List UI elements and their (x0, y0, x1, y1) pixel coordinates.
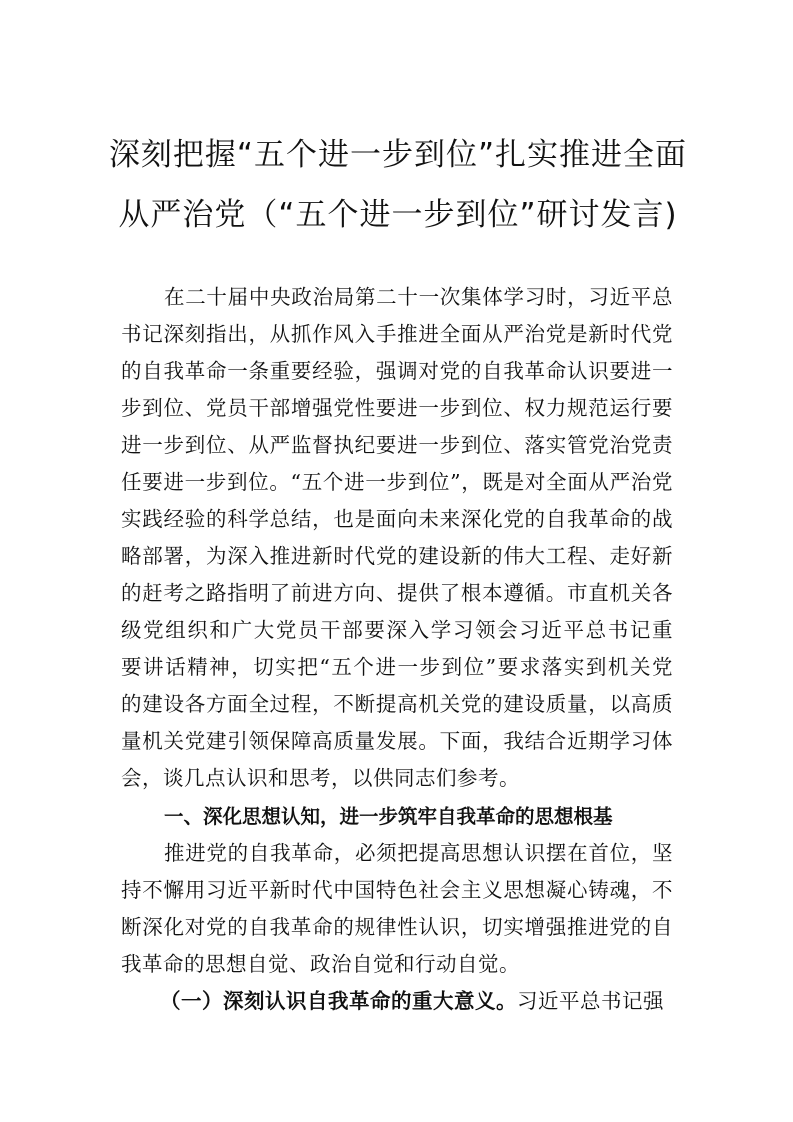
section1-line: 持不懈用习近平新时代中国特色社会主义思想凝心铸魂，不 (121, 878, 673, 902)
document-title-line-1: 深刻把握“五个进一步到位”扎实推进全面 (108, 137, 688, 173)
intro-line: 要讲话精神，切实把“五个进一步到位”要求落实到机关党 (121, 655, 673, 679)
intro-line: 书记深刻指出，从抓作风入手推进全面从严治党是新时代党 (121, 322, 673, 346)
intro-line: 实践经验的科学总结，也是面向未来深化党的自我革命的战 (121, 507, 673, 531)
intro-line: 量机关党建引领保障高质量发展。下面，我结合近期学习体 (121, 729, 673, 753)
intro-line: 进一步到位、从严监督执纪要进一步到位、落实管党治党责 (121, 433, 673, 457)
intro-line: 会，谈几点认识和思考，以供同志们参考。 (121, 766, 520, 790)
intro-line: 的赶考之路指明了前进方向、提供了根本遵循。市直机关各 (121, 581, 673, 605)
intro-line: 略部署，为深入推进新时代党的建设新的伟大工程、走好新 (121, 544, 673, 568)
intro-line: 步到位、党员干部增强党性要进一步到位、权力规范运行要 (121, 396, 673, 420)
intro-line: 的自我革命一条重要经验，强调对党的自我革命认识要进一 (121, 359, 673, 383)
subsection-1-line (160, 983, 664, 1020)
section-heading-1: 一、深化思想认知，进一步筑牢自我革命的思想根基 (164, 805, 613, 828)
document-title-line-2: 从严治党（“五个进一步到位”研讨发言) (118, 197, 678, 233)
intro-line: 任要进一步到位。“五个进一步到位”，既是对全面从严治党 (121, 470, 673, 494)
intro-line: 的建设各方面全过程，不断提高机关党的建设质量，以高质 (121, 692, 673, 716)
subsection-1-text: 习近平总书记强 (517, 989, 664, 1013)
subsection-1-label: （一）深刻认识自我革命的重大意义。 (160, 989, 517, 1013)
intro-line: 在二十届中央政治局第二十一次集体学习时，习近平总 (164, 285, 673, 309)
section1-line: 推进党的自我革命，必须把提高思想认识摆在首位，坚 (164, 841, 673, 865)
intro-line: 级党组织和广大党员干部要深入学习领会习近平总书记重 (121, 618, 673, 642)
section1-line: 断深化对党的自我革命的规律性认识，切实增强推进党的自 (121, 915, 673, 939)
section1-line: 我革命的思想自觉、政治自觉和行动自觉。 (121, 952, 520, 976)
